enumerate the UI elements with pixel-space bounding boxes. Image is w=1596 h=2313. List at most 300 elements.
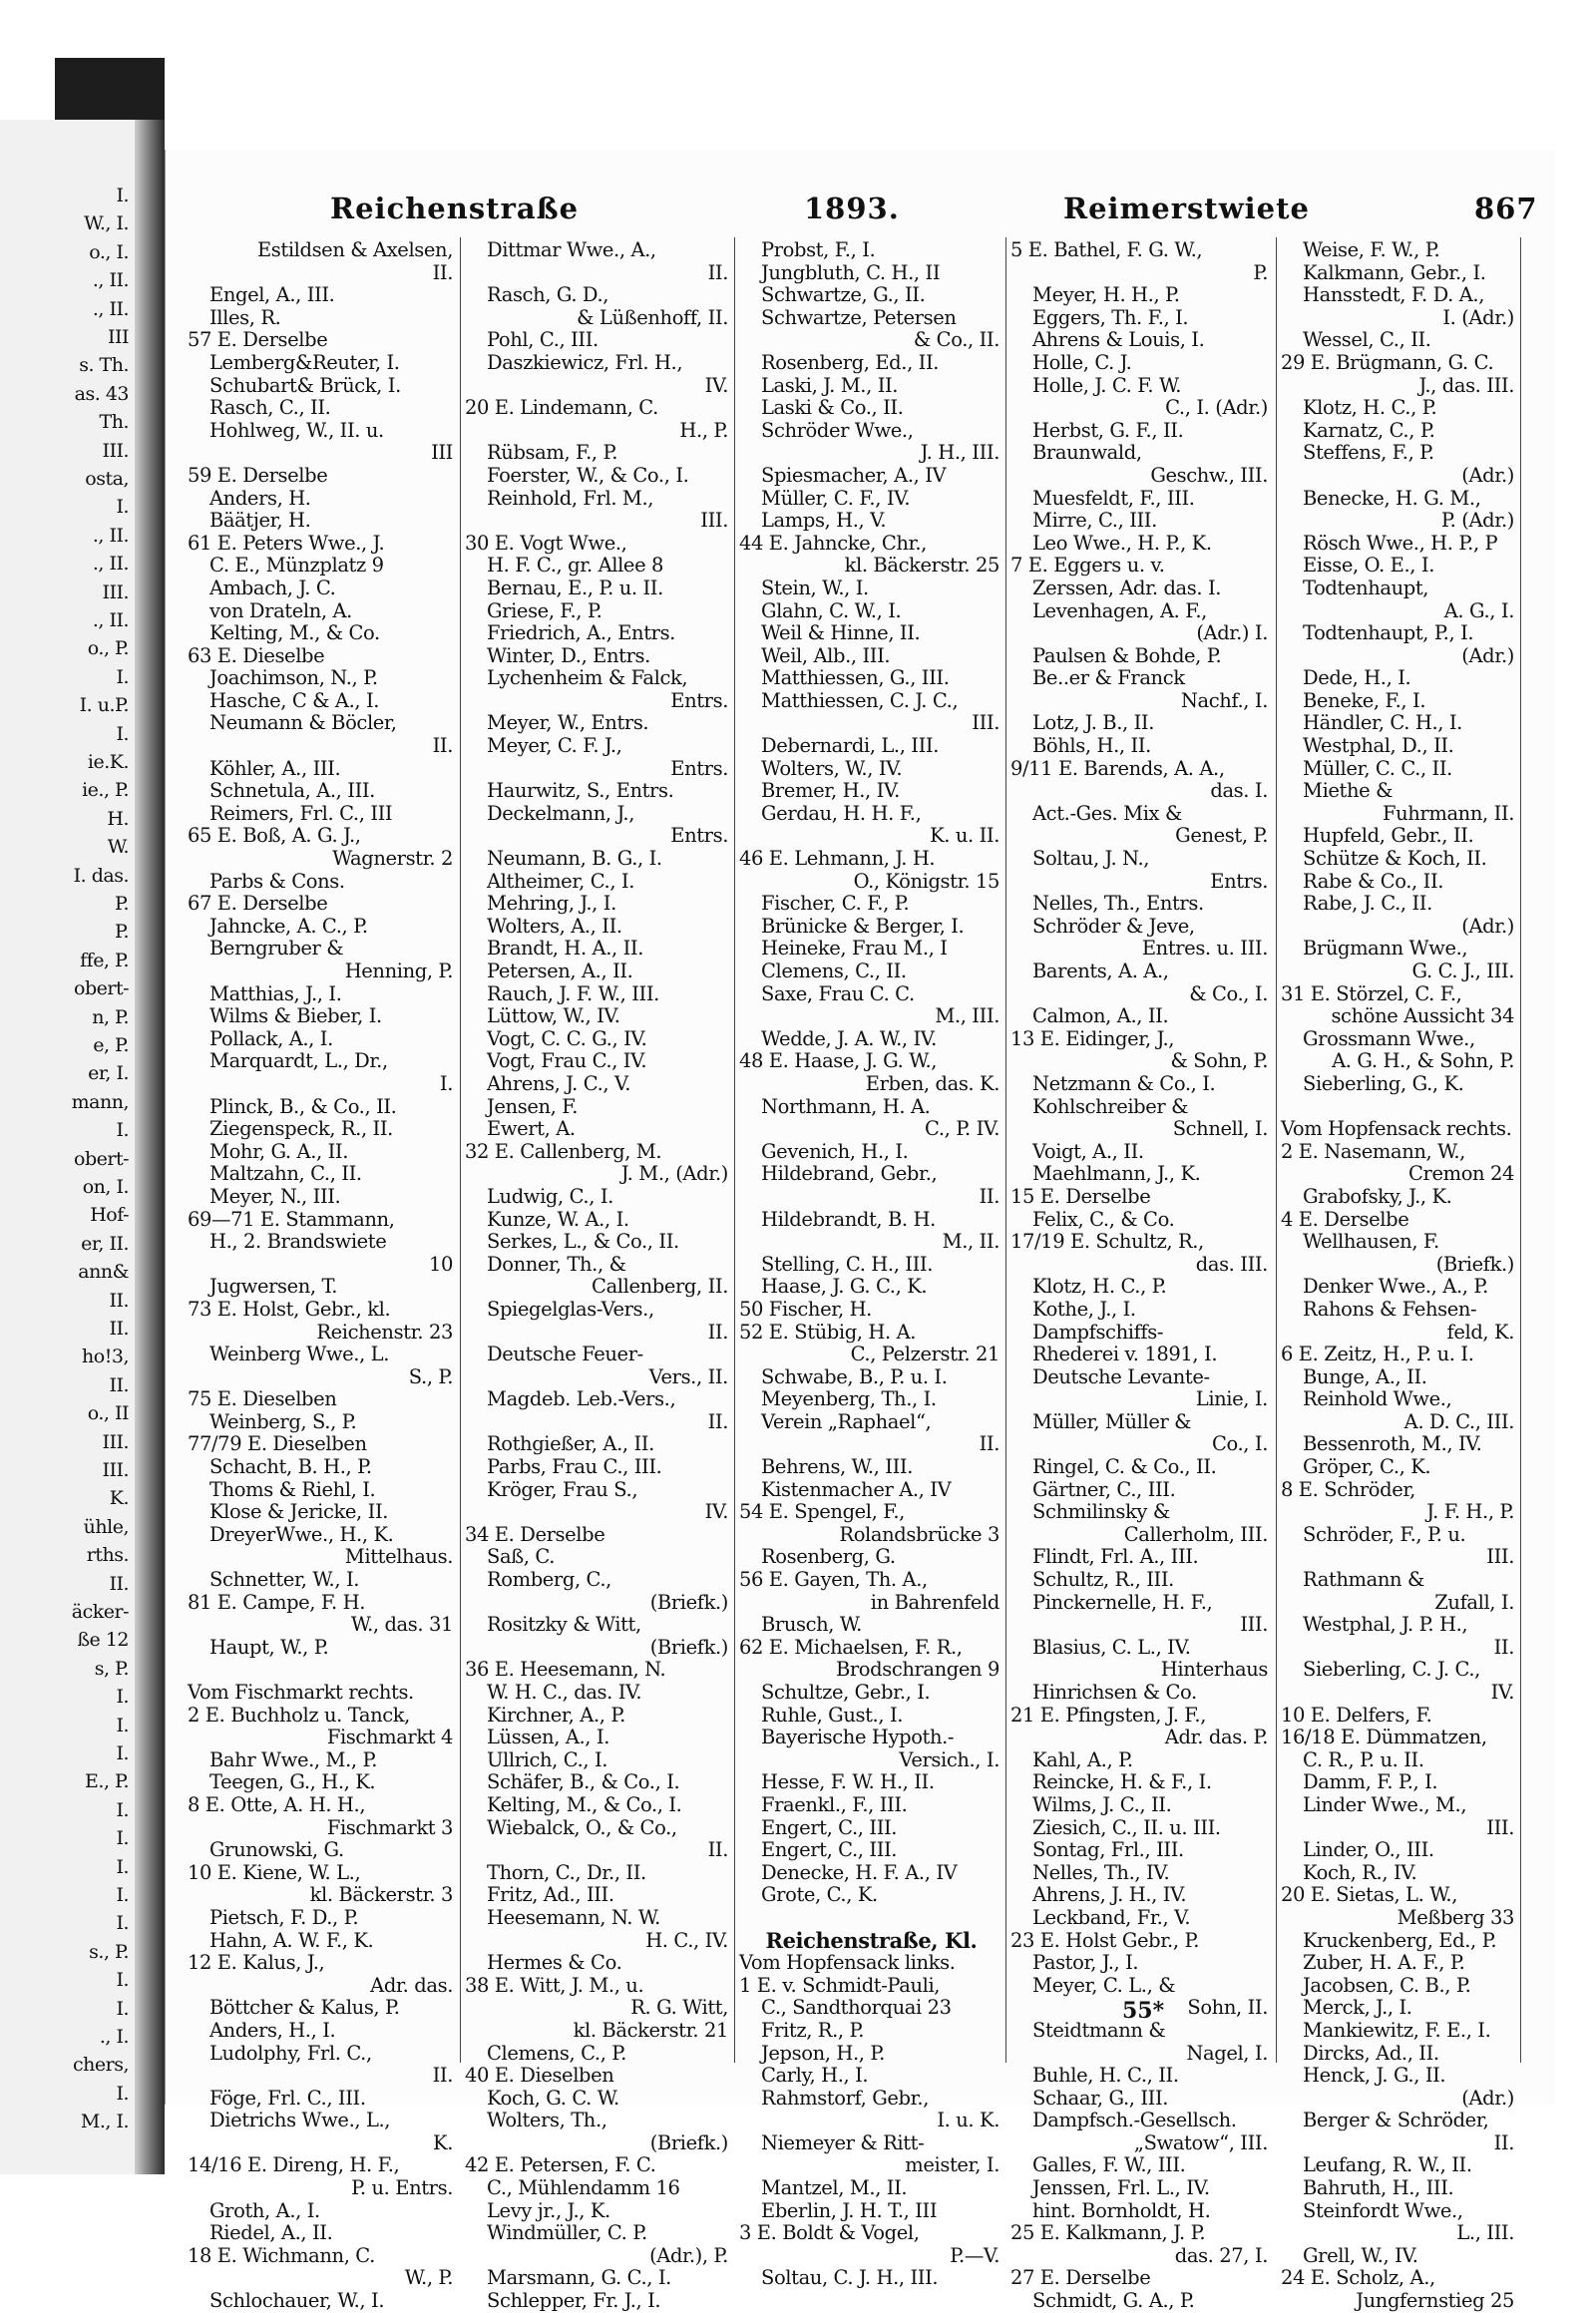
directory-entry: meister, I. bbox=[905, 2153, 999, 2177]
directory-entry: J., das. III. bbox=[1418, 373, 1514, 397]
directory-entry: Galles, F. W., III. bbox=[1032, 2153, 1186, 2177]
left-page-text-fragment: I. bbox=[116, 1912, 129, 1935]
directory-entry: 52 E. Stübig, H. A. bbox=[739, 1320, 917, 1344]
directory-entry: 36 E. Heesemann, N. bbox=[465, 1658, 666, 1682]
directory-entry: Damm, F. P., I. bbox=[1303, 1770, 1438, 1794]
left-page-text-fragment: ann& bbox=[78, 1261, 129, 1284]
directory-entry: Meyer, C. F. J., bbox=[487, 734, 622, 758]
directory-entry: „Swatow“, III. bbox=[1133, 2130, 1268, 2154]
directory-entry: Adr. das. bbox=[370, 1973, 453, 1997]
running-title-left: Reichenstraße bbox=[330, 192, 580, 225]
directory-entry: Deckelmann, J., bbox=[487, 801, 635, 825]
directory-entry: Rahons & Fehsen- bbox=[1303, 1297, 1477, 1321]
directory-entry: (Adr.) bbox=[1461, 643, 1514, 667]
directory-entry: Vogt, Frau C., IV. bbox=[487, 1049, 647, 1073]
directory-entry: Deutsche Levante- bbox=[1032, 1364, 1210, 1388]
left-page-text-fragment: III bbox=[107, 326, 129, 348]
directory-entry: Debernardi, L., III. bbox=[761, 734, 939, 758]
directory-entry: Muesfeldt, F., III. bbox=[1032, 486, 1195, 510]
directory-entry: Laski, J. M., II. bbox=[761, 373, 899, 397]
directory-entry: Jungfernstieg 25 bbox=[1356, 2289, 1514, 2313]
directory-entry: C., P. IV. bbox=[925, 1117, 999, 1141]
directory-entry: Nelles, Th., IV. bbox=[1032, 1860, 1170, 1884]
directory-entry: Steffens, F., P. bbox=[1303, 441, 1434, 465]
left-page-text-fragment: ., II. bbox=[92, 553, 129, 576]
directory-entry: Heesemann, N. W. bbox=[487, 1905, 660, 1929]
directory-entry: schöne Aussicht 34 bbox=[1331, 1004, 1514, 1028]
directory-entry: Pohl, C., III. bbox=[487, 328, 598, 352]
column-5 bbox=[1281, 238, 1518, 2313]
directory-entry: 63 E. Dieselbe bbox=[188, 643, 325, 667]
directory-entry: Niemeyer & Ritt- bbox=[761, 2130, 925, 2154]
directory-entry: Hasche, C & A., I. bbox=[209, 688, 380, 712]
directory-entry: Romberg, C., bbox=[487, 1568, 611, 1592]
directory-entry: K. bbox=[433, 2130, 453, 2154]
left-page-text-fragment: II. bbox=[109, 1318, 129, 1340]
directory-entry: Wilms & Bieber, I. bbox=[209, 1004, 382, 1028]
directory-entry: 20 E. Sietas, L. W., bbox=[1281, 1883, 1458, 1907]
directory-entry: Weinberg, S., P. bbox=[209, 1409, 357, 1433]
directory-entry: Versich., I. bbox=[899, 1747, 999, 1771]
directory-entry: C., Mühlendamm 16 bbox=[487, 2176, 680, 2200]
directory-entry: Lüttow, W., IV. bbox=[487, 1004, 620, 1028]
signature-mark: 55* bbox=[1122, 1998, 1165, 2024]
directory-entry bbox=[188, 1659, 457, 1682]
directory-entry: Mohr, G. A., II. bbox=[209, 1139, 349, 1163]
directory-entry: A. D. C., III. bbox=[1403, 1409, 1514, 1433]
directory-entry: Meyer, H. H., P. bbox=[1032, 283, 1180, 307]
directory-entry: Joachimson, N., P. bbox=[209, 666, 378, 690]
directory-entry: Ahrens, J. H., IV. bbox=[1032, 1883, 1187, 1907]
left-page-text-fragment: obert- bbox=[74, 1147, 129, 1170]
directory-entry: Fischer, C. F., P. bbox=[761, 892, 910, 916]
directory-entry: Kelting, M., & Co. bbox=[209, 621, 380, 645]
directory-entry: Spiegelglas-Vers., bbox=[487, 1297, 654, 1321]
directory-entry: Pollack, A., I. bbox=[209, 1026, 333, 1050]
directory-entry: II. bbox=[1493, 2130, 1514, 2154]
directory-entry: Schultze, Gebr., I. bbox=[761, 1681, 931, 1704]
directory-entry: in Bahrenfeld bbox=[870, 1590, 999, 1614]
directory-entry: Kunze, W. A., I. bbox=[487, 1207, 629, 1231]
left-page-text-fragment: ., I. bbox=[99, 2026, 129, 2048]
directory-entry: Anders, H., I. bbox=[209, 2018, 336, 2042]
directory-entry: Carly, H., I. bbox=[761, 2064, 869, 2088]
directory-entry: W. H. C., das. IV. bbox=[487, 1681, 642, 1704]
directory-entry: Adr. das. P. bbox=[1164, 1726, 1268, 1749]
left-page-text-fragment: W., I. bbox=[84, 212, 129, 235]
directory-entry: Kohlschreiber & bbox=[1032, 1094, 1189, 1118]
directory-entry: 65 E. Boß, A. G. J., bbox=[188, 824, 361, 848]
directory-entry: Föge, Frl. C., III. bbox=[209, 2086, 366, 2110]
directory-entry: 20 E. Lindemann, C. bbox=[465, 396, 658, 420]
directory-entry: Benecke, H. G. M., bbox=[1303, 486, 1481, 510]
left-page-text-fragment: E., P. bbox=[85, 1770, 129, 1793]
directory-entry: Rösch Wwe., H. P., P bbox=[1303, 531, 1498, 555]
directory-entry: Dampfsch.-Gesellsch. bbox=[1032, 2109, 1237, 2132]
directory-entry: Fuhrmann, II. bbox=[1382, 801, 1514, 825]
directory-entry: das. I. bbox=[1210, 779, 1268, 803]
directory-entry: Leo Wwe., H. P., K. bbox=[1032, 531, 1212, 555]
left-page-text-fragment: I. bbox=[116, 1855, 129, 1878]
directory-entry: Fraenkl., F., III. bbox=[761, 1792, 908, 1816]
directory-entry: Jepson, H., P. bbox=[761, 2041, 885, 2065]
directory-entry: Hupfeld, Gebr., II. bbox=[1303, 824, 1474, 848]
page-header bbox=[166, 192, 1555, 225]
column-rule bbox=[1520, 237, 1521, 2063]
directory-entry: 61 E. Peters Wwe., J. bbox=[188, 531, 385, 555]
directory-entry: Bunge, A., II. bbox=[1303, 1364, 1427, 1388]
directory-entry: Miethe & bbox=[1303, 779, 1394, 803]
directory-entry: J. H., III. bbox=[920, 441, 999, 465]
directory-entry: I. u. K. bbox=[937, 2109, 999, 2132]
directory-entry: Meßberg 33 bbox=[1396, 1905, 1514, 1929]
directory-entry: Rathmann & bbox=[1303, 1568, 1424, 1592]
directory-entry: 18 E. Wichmann, C. bbox=[188, 2243, 375, 2267]
directory-entry: Gärtner, C., III. bbox=[1032, 1477, 1176, 1501]
left-page-text-fragment: ffe, P. bbox=[80, 949, 129, 971]
directory-entry: 27 E. Derselbe bbox=[1010, 2266, 1151, 2290]
directory-entry: II. bbox=[979, 1184, 999, 1208]
directory-entry: W., das. 31 bbox=[350, 1613, 453, 1637]
directory-entry: Matthiessen, C. J. C., bbox=[761, 688, 959, 712]
directory-entry: & Sohn, P. bbox=[1170, 1049, 1268, 1073]
directory-entry: Rasch, G. D., bbox=[487, 283, 609, 307]
directory-entry: Müller, C. C., II. bbox=[1303, 756, 1452, 780]
directory-entry: Pinckernelle, H. F., bbox=[1032, 1590, 1213, 1614]
directory-entry: II. bbox=[432, 734, 453, 758]
directory-entry: Sohn, II. bbox=[1187, 1996, 1268, 2020]
directory-entry: Hansstedt, F. D. A., bbox=[1303, 283, 1485, 307]
directory-entry: Rahmstorf, Gebr., bbox=[761, 2086, 930, 2110]
directory-entry: C., Pelzerstr. 21 bbox=[850, 1343, 999, 1366]
directory-entry: Wagnerstr. 2 bbox=[332, 847, 453, 871]
directory-entry: (Adr.), P. bbox=[649, 2243, 728, 2267]
directory-entry: Deutsche Feuer- bbox=[487, 1343, 643, 1366]
directory-entry: Sieberling, C. J. C., bbox=[1303, 1658, 1480, 1682]
directory-entry: Levenhagen, A. F., bbox=[1032, 598, 1207, 622]
column-rule bbox=[1005, 237, 1006, 2063]
directory-entry: Bahruth, H., III. bbox=[1303, 2176, 1454, 2200]
left-page-text-fragment: Th. bbox=[99, 411, 129, 434]
directory-entry: Saxe, Frau C. C. bbox=[761, 981, 915, 1005]
left-page-text-fragment: I. u.P. bbox=[79, 694, 129, 717]
directory-entry: Anders, H. bbox=[209, 486, 311, 510]
directory-entry: Maehlmann, J., K. bbox=[1032, 1162, 1201, 1186]
directory-entry: Maltzahn, C., II. bbox=[209, 1162, 362, 1186]
directory-entry: Vers., II. bbox=[648, 1364, 728, 1388]
left-page-text-fragment: ie.K. bbox=[87, 751, 129, 773]
directory-entry: 5 E. Bathel, F. G. W., bbox=[1010, 238, 1203, 261]
directory-entry: Soltau, J. N., bbox=[1032, 847, 1150, 871]
directory-entry: feld, K. bbox=[1446, 1320, 1514, 1344]
directory-entry: Callerholm, III. bbox=[1123, 1522, 1268, 1546]
directory-entry: Ruhle, Gust., I. bbox=[761, 1703, 904, 1727]
directory-entry: Winter, D., Entrs. bbox=[487, 643, 650, 667]
directory-entry: Kirchner, A., P. bbox=[487, 1703, 625, 1727]
directory-entry: Jensen, F. bbox=[487, 1094, 579, 1118]
directory-entry: Schwartze, G., II. bbox=[761, 283, 926, 307]
directory-entry: P.—V. bbox=[950, 2243, 999, 2267]
directory-entry: Linie, I. bbox=[1195, 1387, 1268, 1411]
directory-entry: Neumann, B. G., I. bbox=[487, 847, 662, 871]
directory-entry: Jugwersen, T. bbox=[209, 1275, 338, 1299]
directory-entry: Dittmar Wwe., A., bbox=[487, 238, 656, 261]
directory-entry: Matthiessen, G., III. bbox=[761, 666, 950, 690]
directory-entry: Lamps, H., V. bbox=[761, 509, 887, 533]
left-page-text-fragment: ie., P. bbox=[82, 779, 129, 802]
directory-entry: Bernau, E., P. u. II. bbox=[487, 576, 663, 599]
directory-entry: IV. bbox=[704, 1500, 728, 1524]
left-page-text-fragment: III. bbox=[102, 580, 129, 603]
directory-entry: Kothe, J., I. bbox=[1032, 1297, 1136, 1321]
column-4 bbox=[1010, 238, 1272, 2313]
directory-entry bbox=[1281, 1096, 1518, 1119]
street-heading: Reichenstraße, Kl. bbox=[765, 1927, 978, 1953]
directory-entry: Jacobsen, C. B., P. bbox=[1303, 1973, 1471, 1997]
left-page-text-fragment: er, II. bbox=[81, 1232, 129, 1255]
left-page-text-fragment: rths. bbox=[86, 1544, 129, 1567]
directory-entry: Nagel, I. bbox=[1186, 2041, 1268, 2065]
directory-entry: Schäfer, B., & Co., I. bbox=[487, 1770, 680, 1794]
directory-entry: Rolandsbrücke 3 bbox=[839, 1522, 999, 1546]
directory-entry: Wedde, J. A. W., IV. bbox=[761, 1026, 937, 1050]
directory-entry: Genest, P. bbox=[1175, 824, 1268, 848]
directory-entry: Rauch, J. F. W., III. bbox=[487, 981, 659, 1005]
directory-entry: das. 27, I. bbox=[1174, 2243, 1268, 2267]
directory-entry: Denecke, H. F. A., IV bbox=[761, 1860, 958, 1884]
left-page-text-fragment: I. bbox=[116, 1742, 129, 1764]
directory-entry: Weil, Alb., III. bbox=[761, 643, 891, 667]
directory-entry: Kahl, A., P. bbox=[1032, 1747, 1133, 1771]
directory-entry: Koch, G. C. W. bbox=[487, 2086, 619, 2110]
directory-entry: 21 E. Pfingsten, J. F., bbox=[1010, 1703, 1206, 1727]
directory-entry: 34 E. Derselbe bbox=[465, 1522, 605, 1546]
directory-entry: 1 E. v. Schmidt-Pauli, bbox=[739, 1973, 941, 1997]
directory-entry: Schütze & Koch, II. bbox=[1303, 847, 1487, 871]
directory-entry: Hesse, F. W. H., II. bbox=[761, 1770, 935, 1794]
directory-entry: 77/79 E. Dieselben bbox=[188, 1432, 367, 1456]
column-1 bbox=[188, 238, 457, 2313]
directory-entry: 23 E. Holst Gebr., P. bbox=[1010, 1928, 1200, 1952]
left-page-text-fragment: I. bbox=[116, 722, 129, 745]
directory-entry: Steidtmann & bbox=[1032, 2018, 1166, 2042]
directory-entry: Bremer, H., IV. bbox=[761, 779, 900, 803]
directory-entry: Hohlweg, W., II. u. bbox=[209, 418, 384, 442]
directory-entry: Kelting, M., & Co., I. bbox=[487, 1792, 682, 1816]
directory-entry: 7 E. Eggers u. v. bbox=[1010, 554, 1165, 578]
directory-entry: Hildebrand, Gebr., bbox=[761, 1162, 938, 1186]
directory-entry: 56 E. Gayen, Th. A., bbox=[739, 1568, 928, 1592]
directory-entry: C., Sandthorquai 23 bbox=[761, 1996, 952, 2020]
directory-entry: 16/18 E. Dümmatzen, bbox=[1281, 1726, 1487, 1749]
directory-entry: 4 E. Derselbe bbox=[1281, 1207, 1409, 1231]
directory-entry: Felix, C., & Co. bbox=[1032, 1207, 1175, 1231]
column-rule bbox=[460, 237, 461, 2063]
directory-entry: S., P. bbox=[408, 1364, 453, 1388]
directory-entry: Hahn, A. W. F., K. bbox=[209, 1928, 374, 1952]
left-page-text-fragment: ., II. bbox=[92, 609, 129, 631]
directory-entry: 54 E. Spengel, F., bbox=[739, 1500, 905, 1524]
directory-entry: Hermes & Co. bbox=[487, 1951, 622, 1975]
directory-entry: Erben, das. K. bbox=[865, 1071, 999, 1095]
directory-entry: I. (Adr.) bbox=[1442, 305, 1514, 329]
directory-entry: R. G. Witt, bbox=[630, 1996, 728, 2020]
directory-entry: Henning, P. bbox=[344, 960, 453, 982]
left-page-text-fragment: ße 12 bbox=[77, 1629, 129, 1652]
directory-entry: Petersen, A., II. bbox=[487, 960, 633, 982]
directory-entry: 24 E. Scholz, A., bbox=[1281, 2266, 1435, 2290]
directory-entry: 9/11 E. Barends, A. A., bbox=[1010, 756, 1225, 780]
directory-entry: Lüssen, A., I. bbox=[487, 1726, 609, 1749]
directory-entry: Henck, J. G., II. bbox=[1303, 2064, 1446, 2088]
left-page-text-fragment: H. bbox=[107, 807, 129, 830]
directory-entry: Northmann, H. A. bbox=[761, 1094, 931, 1118]
left-page-text-fragment: I. bbox=[116, 1798, 129, 1821]
directory-entry: (Adr.) bbox=[1461, 2086, 1514, 2110]
directory-entry: & Co., I. bbox=[1189, 981, 1268, 1005]
directory-entry: II. bbox=[707, 1838, 728, 1862]
directory-entry: Todtenhaupt, P., I. bbox=[1303, 621, 1474, 645]
left-page-text-fragment: I. bbox=[116, 1969, 129, 1992]
directory-entry: I. bbox=[439, 1071, 453, 1095]
directory-entry: Riedel, A., II. bbox=[209, 2221, 333, 2245]
directory-entry: Daszkiewicz, Frl. H., bbox=[487, 350, 683, 374]
directory-entry: Zufall, I. bbox=[1434, 1590, 1514, 1614]
directory-entry: Saß, C. bbox=[487, 1545, 556, 1569]
directory-entry: 67 E. Derselbe bbox=[188, 892, 328, 916]
directory-entry: Böttcher & Kalus, P. bbox=[209, 1996, 400, 2020]
directory-entry: Fritz, Ad., III. bbox=[487, 1883, 614, 1907]
directory-entry: DreyerWwe., H., K. bbox=[209, 1522, 394, 1546]
directory-entry: Schlepper, Fr. J., I. bbox=[487, 2289, 661, 2313]
left-page-text-fragment: ., II. bbox=[92, 269, 129, 292]
directory-entry: Soltau, C. J. H., III. bbox=[761, 2266, 939, 2290]
directory-entry: Dircks, Ad., II. bbox=[1303, 2041, 1439, 2065]
directory-entry: Entrs. bbox=[670, 824, 728, 848]
directory-entry: 2 E. Nasemann, W., bbox=[1281, 1139, 1465, 1163]
directory-entry: Schwabe, B., P. u. I. bbox=[761, 1364, 948, 1388]
directory-entry: Haase, J. G. C., K. bbox=[761, 1275, 928, 1299]
directory-entry: K. u. II. bbox=[930, 824, 999, 848]
directory-entry: Thorn, C., Dr., II. bbox=[487, 1860, 646, 1884]
directory-entry: Böhls, H., II. bbox=[1032, 734, 1151, 758]
directory-entry: (Briefk.) bbox=[1435, 1252, 1514, 1276]
left-page-text-fragment: I. bbox=[116, 496, 129, 519]
left-page-text-fragment: I. bbox=[116, 665, 129, 688]
directory-entry: Reichenstr. 23 bbox=[316, 1320, 453, 1344]
directory-entry: 50 Fischer, H. bbox=[739, 1297, 872, 1321]
directory-entry: Paulsen & Bohde, P. bbox=[1032, 643, 1222, 667]
directory-entry: Schröder, F., P. u. bbox=[1303, 1522, 1466, 1546]
left-page-text-fragment: III. bbox=[102, 1430, 129, 1453]
directory-entry: Sontag, Frl., III. bbox=[1032, 1838, 1184, 1862]
directory-entry: (Adr.) bbox=[1461, 463, 1514, 487]
directory-entry: Reimers, Frl. C., III bbox=[209, 801, 393, 825]
directory-entry: Brodschrangen 9 bbox=[835, 1658, 999, 1682]
directory-entry: Ahrens & Louis, I. bbox=[1032, 328, 1205, 352]
left-page-text-fragment: I. bbox=[116, 1884, 129, 1906]
directory-entry: Be..er & Franck bbox=[1032, 666, 1185, 690]
directory-entry: M., II. bbox=[942, 1230, 999, 1254]
directory-entry: Schmidt, G. A., P. bbox=[1032, 2289, 1195, 2313]
directory-entry: kl. Bäckerstr. 3 bbox=[309, 1883, 453, 1907]
directory-entry: 73 E. Holst, Gebr., kl. bbox=[188, 1297, 391, 1321]
directory-entry: A. G., I. bbox=[1443, 598, 1514, 622]
directory-entry: Meyer, N., III. bbox=[209, 1184, 341, 1208]
directory-entry: Serkes, L., & Co., II. bbox=[487, 1230, 679, 1254]
directory-entry: Matthias, J., I. bbox=[209, 981, 342, 1005]
directory-entry: Ullrich, C., I. bbox=[487, 1747, 608, 1771]
left-page-text-fragment: chers, bbox=[73, 2054, 129, 2077]
directory-entry: II. bbox=[707, 1409, 728, 1433]
directory-entry: H. F. C., gr. Allee 8 bbox=[487, 554, 664, 578]
left-page-text-fragment: on, I. bbox=[82, 1176, 129, 1198]
directory-entry: Köhler, A., III. bbox=[209, 756, 341, 780]
directory-entry: Weinberg Wwe., L. bbox=[209, 1343, 390, 1366]
directory-entry: Ringel, C. & Co., II. bbox=[1032, 1455, 1217, 1479]
directory-entry: 46 E. Lehmann, J. H. bbox=[739, 847, 936, 871]
directory-entry: Hinrichsen & Co. bbox=[1032, 1681, 1197, 1704]
directory-entry: Rosenberg, G. bbox=[761, 1545, 896, 1569]
directory-entry: Schultz, R., III. bbox=[1032, 1568, 1174, 1592]
directory-entry: Spiesmacher, A., IV bbox=[761, 463, 947, 487]
directory-entry: Ziesich, C., II. u. III. bbox=[1032, 1815, 1221, 1839]
left-page-text-fragment: o., II bbox=[87, 1402, 129, 1425]
directory-entry: Berger & Schröder, bbox=[1303, 2109, 1489, 2132]
directory-entry: Co., I. bbox=[1211, 1432, 1268, 1456]
directory-entry: Schlochauer, W., I. bbox=[209, 2289, 385, 2313]
directory-entry: Kröger, Frau S., bbox=[487, 1477, 638, 1501]
directory-entry: Braunwald, bbox=[1032, 441, 1142, 465]
directory-entry: von Drateln, A. bbox=[209, 598, 352, 622]
directory-entry: Mankiewitz, F. E., I. bbox=[1303, 2018, 1491, 2042]
left-page-text-fragment: s. Th. bbox=[79, 354, 129, 377]
directory-entry: Leufang, R. W., II. bbox=[1303, 2153, 1472, 2177]
directory-entry: Clemens, C., II. bbox=[761, 960, 907, 982]
directory-entry: Altheimer, C., I. bbox=[487, 869, 635, 893]
directory-entry: Geschw., III. bbox=[1150, 463, 1268, 487]
directory-entry: Foerster, W., & Co., I. bbox=[487, 463, 689, 487]
directory-entry: Bayerische Hypoth.- bbox=[761, 1726, 955, 1749]
directory-entry: Griese, F., P. bbox=[487, 598, 602, 622]
directory-entry: III. bbox=[972, 711, 999, 735]
left-page-text-fragment: III. bbox=[102, 439, 129, 462]
page-number: 867 bbox=[1474, 192, 1538, 225]
left-page-text-fragment: e, P. bbox=[93, 1034, 129, 1056]
left-page-text-fragment: obert- bbox=[74, 977, 129, 1000]
directory-entry: H., P. bbox=[679, 418, 728, 442]
directory-entry: Nelles, Th., Entrs. bbox=[1032, 892, 1204, 916]
directory-entry: Wilms, J. C., II. bbox=[1032, 1792, 1172, 1816]
directory-entry: III. bbox=[1486, 1545, 1514, 1569]
directory-entry: Westphal, J. P. H., bbox=[1303, 1613, 1468, 1637]
directory-entry: Rübsam, F., P. bbox=[487, 441, 618, 465]
directory-entry: Grunowski, G. bbox=[209, 1838, 344, 1862]
directory-entry: Ziegenspeck, R., II. bbox=[209, 1117, 393, 1141]
directory-entry: Levy jr., J., K. bbox=[487, 2198, 610, 2222]
directory-entry: Mittelhaus. bbox=[344, 1545, 453, 1569]
directory-entry: 59 E. Derselbe bbox=[188, 463, 328, 487]
directory-entry: Haupt, W., P. bbox=[209, 1635, 329, 1659]
directory-entry: Dede, H., I. bbox=[1303, 666, 1411, 690]
directory-entry: Clemens, C., P. bbox=[487, 2041, 626, 2065]
directory-entry: 10 E. Delfers, F. bbox=[1281, 1703, 1432, 1727]
directory-entry: Schröder & Jeve, bbox=[1032, 914, 1195, 938]
left-page-text-fragment: mann, bbox=[71, 1090, 129, 1113]
directory-entry: II. bbox=[707, 260, 728, 284]
directory-entry: Heineke, Frau M., I bbox=[761, 937, 948, 961]
directory-entry: 14/16 E. Direng, H. F., bbox=[188, 2153, 400, 2177]
